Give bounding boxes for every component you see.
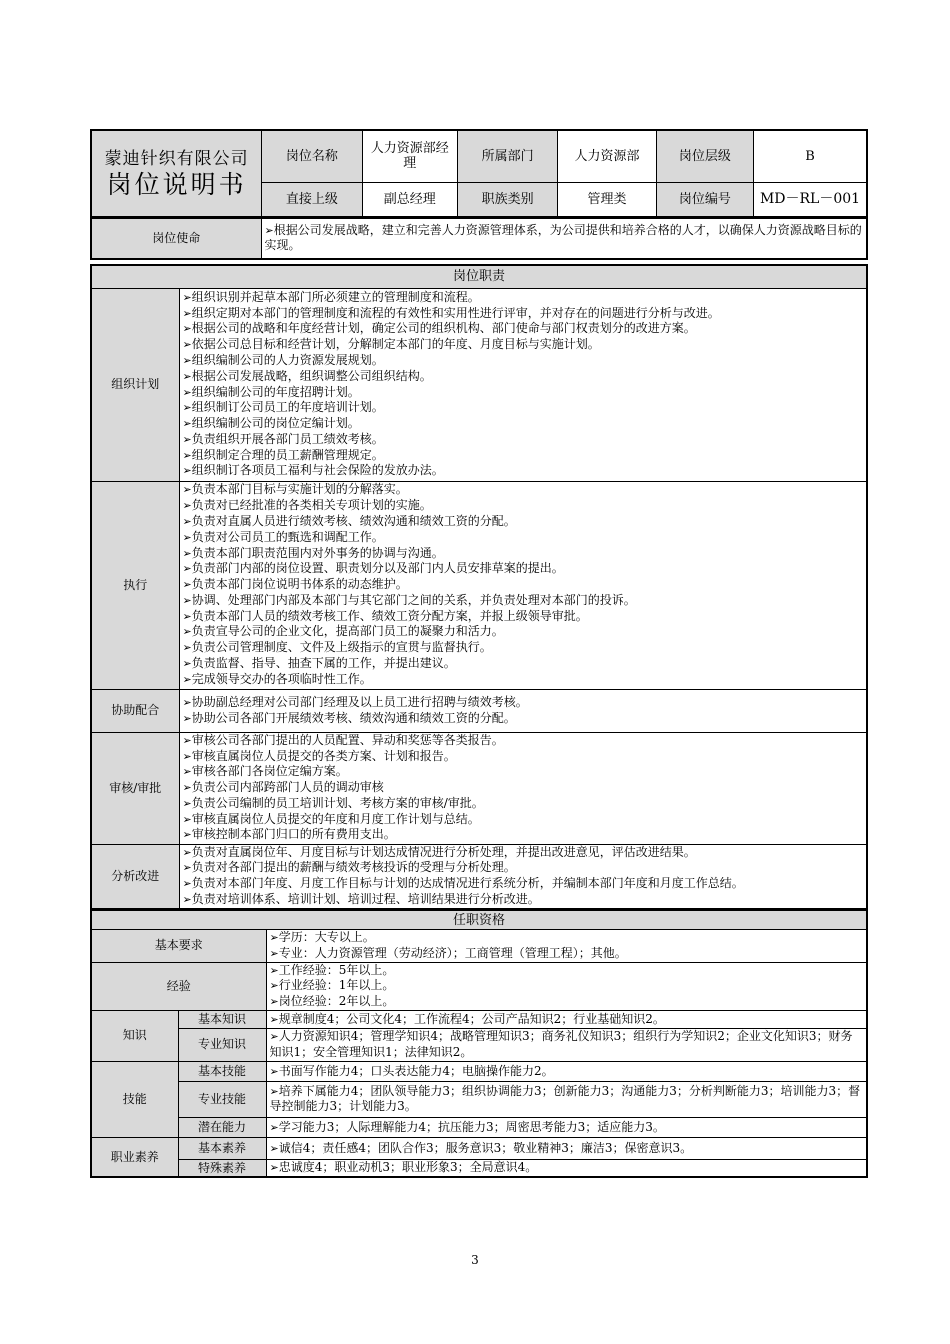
list-item <box>183 812 864 828</box>
experience-items <box>266 962 867 1010</box>
list-item-text: 负责对各部门提出的薪酬与绩效考核投诉的受理与分析处理。 <box>191 860 516 875</box>
bullet-icon: ➢ <box>182 695 192 709</box>
potential-skills-label: 潜在能力 <box>178 1117 266 1137</box>
list-item <box>183 306 864 322</box>
bullet-icon: ➢ <box>182 464 192 478</box>
list-item <box>183 860 864 876</box>
list-item-text: 组织制定合理的员工薪酬管理规定。 <box>191 447 384 462</box>
duty-group-label: 审核/审批 <box>91 732 179 844</box>
department-value: 人力资源部 <box>558 130 656 182</box>
list-item-text: 负责本部门目标与实施计划的分解落实。 <box>191 482 408 497</box>
bullet-icon: ➢ <box>182 657 192 671</box>
superior-value: 副总经理 <box>362 182 457 217</box>
list-item-text: 培养下属能力4；团队领导能力3；组织协调能力3；创新能力3；沟通能力3；分析判断能力3；培训能力3；督导控制能力3；计划能力3。 <box>269 1083 861 1114</box>
list-item-text: 负责组织开展各部门员工绩效考核。 <box>191 431 384 446</box>
job-description-document <box>90 129 868 1178</box>
qualities-label: 职业素养 <box>91 1137 178 1177</box>
list-item <box>183 448 864 464</box>
bullet-icon: ➢ <box>182 369 192 383</box>
basic-qualities-text <box>266 1137 867 1159</box>
bullet-icon: ➢ <box>182 338 192 352</box>
bullet-icon: ➢ <box>264 224 274 238</box>
page-number: 3 <box>471 1253 479 1267</box>
bullet-icon: ➢ <box>182 353 192 367</box>
list-item-text: 学历：大专以上。 <box>278 930 375 944</box>
bullet-icon: ➢ <box>182 672 192 686</box>
bullet-icon: ➢ <box>182 401 192 415</box>
knowledge-label: 知识 <box>91 1010 178 1061</box>
list-item-text: 组织编制公司的人力资源发展规划。 <box>191 352 384 367</box>
bullet-icon: ➢ <box>182 812 192 826</box>
list-item-text: 专业：人力资源管理（劳动经济）；工商管理（管理工程）；其他。 <box>278 945 627 960</box>
basic-knowledge-label: 基本知识 <box>178 1010 266 1028</box>
list-item-text: 书面写作能力4；口头表达能力4；电脑操作能力2。 <box>278 1063 554 1078</box>
list-item <box>183 369 864 385</box>
list-item-text: 负责本部门岗位说明书体系的动态维护。 <box>191 577 408 592</box>
basic-knowledge-text <box>266 1010 867 1028</box>
list-item-text: 负责公司管理制度、文件及上级指示的宣贯与监督执行。 <box>191 640 492 655</box>
bullet-icon: ➢ <box>269 1064 279 1078</box>
bullet-icon: ➢ <box>269 1012 279 1026</box>
education-items <box>266 930 867 963</box>
bullet-icon: ➢ <box>269 1120 279 1134</box>
list-item <box>270 1084 864 1116</box>
list-item-text: 负责公司编制的员工培训计划、考核方案的审核/审批。 <box>191 795 484 810</box>
list-item-text: 组织识别并起草本部门所必须建立的管理制度和流程。 <box>191 289 480 304</box>
duty-group-items <box>179 288 867 481</box>
list-item-text: 组织定期对本部门的管理制度和流程的有效性和实用性进行评审，并对存在的问题进行分析与改进。 <box>191 305 720 320</box>
basic-skills-text <box>266 1061 867 1081</box>
professional-skills-label: 专业技能 <box>178 1081 266 1117</box>
bullet-icon: ➢ <box>182 483 192 497</box>
list-item <box>183 385 864 401</box>
list-item <box>183 640 864 656</box>
list-item <box>183 845 864 861</box>
list-item <box>270 1029 864 1061</box>
bullet-icon: ➢ <box>182 432 192 446</box>
list-item <box>270 1160 864 1176</box>
bullet-icon: ➢ <box>182 845 192 859</box>
bullet-icon: ➢ <box>182 562 192 576</box>
education-label: 基本要求 <box>91 930 266 963</box>
special-qualities-label: 特殊素养 <box>178 1159 266 1177</box>
duty-group-label: 组织计划 <box>91 288 179 481</box>
list-item-text: 负责对公司员工的甄选和调配工作。 <box>191 529 384 544</box>
bullet-icon: ➢ <box>269 963 279 977</box>
duty-group-label: 执行 <box>91 481 179 689</box>
list-item-text: 组织编制公司的年度招聘计划。 <box>191 384 360 399</box>
bullet-icon: ➢ <box>269 1030 279 1044</box>
bullet-icon: ➢ <box>182 711 192 725</box>
list-item <box>270 1141 864 1157</box>
list-item <box>183 482 864 498</box>
position-name-label: 岗位名称 <box>262 130 362 182</box>
bullet-icon: ➢ <box>269 946 279 960</box>
bullet-icon: ➢ <box>182 625 192 639</box>
list-item <box>183 609 864 625</box>
code-value: MD－RL－001 <box>754 182 867 217</box>
list-item-text: 协助副总经理对公司部门经理及以上员工进行招聘与绩效考核。 <box>191 694 528 709</box>
list-item <box>183 593 864 609</box>
company-title-cell <box>91 130 262 217</box>
list-item <box>270 963 864 979</box>
duty-group-items <box>179 481 867 689</box>
bullet-icon: ➢ <box>269 1084 279 1098</box>
list-item-text: 负责对直属岗位年、月度目标与计划达成情况进行分析处理，并提出改进意见，评估改进结果。 <box>191 844 696 859</box>
bullet-icon: ➢ <box>269 1161 279 1175</box>
level-value: B <box>754 130 867 182</box>
family-label: 职族类别 <box>457 182 557 217</box>
bullet-icon: ➢ <box>182 322 192 336</box>
list-item <box>183 827 864 843</box>
basic-qualities-label: 基本素养 <box>178 1137 266 1159</box>
special-qualities-text <box>266 1159 867 1177</box>
company-name: 蒙迪针织有限公司 <box>104 148 249 169</box>
professional-knowledge-text <box>266 1028 867 1061</box>
bullet-icon: ➢ <box>182 499 192 513</box>
bullet-icon: ➢ <box>182 893 192 907</box>
list-item <box>183 796 864 812</box>
list-item-text: 根据公司的战略和年度经营计划，确定公司的组织机构、部门使命与部门权责划分的改进方案。 <box>191 321 696 336</box>
professional-knowledge-label: 专业知识 <box>178 1028 266 1061</box>
bullet-icon: ➢ <box>182 578 192 592</box>
department-label: 所属部门 <box>457 130 557 182</box>
list-item-text: 工作经验：5年以上。 <box>278 962 395 977</box>
list-item-text: 组织制订各项员工福利与社会保险的发放办法。 <box>191 463 444 478</box>
code-label: 岗位编号 <box>656 182 753 217</box>
list-item-text: 审核直属岗位人员提交的年度和月度工作计划与总结。 <box>191 811 480 826</box>
list-item-text: 协调、处理部门内部及本部门与其它部门之间的关系，并负责处理对本部门的投诉。 <box>191 592 636 607</box>
bullet-icon: ➢ <box>182 877 192 891</box>
bullet-icon: ➢ <box>269 931 279 944</box>
list-item-text: 负责对本部门年度、月度工作目标与计划的达成情况进行系统分析，并编制本部门年度和月度工作总结。 <box>191 876 744 891</box>
bullet-icon: ➢ <box>182 828 192 842</box>
list-item <box>183 546 864 562</box>
skills-label: 技能 <box>91 1061 178 1137</box>
list-item-text: 岗位经验：2年以上。 <box>278 994 395 1009</box>
bullet-icon: ➢ <box>182 385 192 399</box>
list-item-text: 审核直属岗位人员提交的各类方案、计划和报告。 <box>191 748 456 763</box>
list-item <box>183 337 864 353</box>
bullet-icon: ➢ <box>182 530 192 544</box>
list-item <box>183 321 864 337</box>
bullet-icon: ➢ <box>182 546 192 560</box>
list-item <box>183 656 864 672</box>
header-table <box>90 129 868 218</box>
basic-skills-label: 基本技能 <box>178 1061 266 1081</box>
list-item <box>183 530 864 546</box>
bullet-icon: ➢ <box>182 306 192 320</box>
list-item-text: 组织制订公司员工的年度培训计划。 <box>191 400 384 415</box>
list-item <box>183 416 864 432</box>
list-item <box>183 290 864 306</box>
list-item-text: 负责监督、指导、抽查下属的工作，并提出建议。 <box>191 656 456 671</box>
list-item <box>183 733 864 749</box>
list-item-text: 学习能力3；人际理解能力4；抗压能力3；周密思考能力3；适应能力3。 <box>278 1119 665 1134</box>
mission-label: 岗位使命 <box>91 219 261 259</box>
list-item <box>183 876 864 892</box>
mission-text-cell <box>261 219 867 259</box>
bullet-icon: ➢ <box>182 417 192 431</box>
duty-group-label: 协助配合 <box>91 689 179 732</box>
list-item-text: 负责公司内部跨部门人员的调动审核 <box>191 780 384 795</box>
duties-title: 岗位职责 <box>91 265 867 289</box>
duty-group-label: 分析改进 <box>91 844 179 909</box>
list-item <box>183 577 864 593</box>
professional-skills-text <box>266 1081 867 1117</box>
bullet-icon: ➢ <box>182 861 192 875</box>
duty-group-items <box>179 689 867 732</box>
list-item <box>270 978 864 994</box>
qualifications-table <box>90 910 868 1178</box>
list-item-text: 负责部门内部的岗位设置、职责划分以及部门内人员安排草案的提出。 <box>191 561 564 576</box>
bullet-icon: ➢ <box>182 593 192 607</box>
list-item <box>270 1120 864 1136</box>
bullet-icon: ➢ <box>182 781 192 795</box>
list-item-text: 审核各部门各岗位定编方案。 <box>191 764 348 779</box>
list-item <box>183 353 864 369</box>
list-item-text: 人力资源知识4；管理学知识4；战略管理知识3；商务礼仪知识3；组织行为学知识2；企业文化知识3；财务知识1；安全管理知识1；法律知识2。 <box>269 1029 853 1059</box>
potential-skills-text <box>266 1117 867 1137</box>
bullet-icon: ➢ <box>182 733 192 747</box>
list-item <box>183 561 864 577</box>
list-item <box>270 1012 864 1028</box>
bullet-icon: ➢ <box>182 796 192 810</box>
mission-text: 根据公司发展战略，建立和完善人力资源管理体系，为公司提供和培养合格的人才，以确保人力资源战略目标的实现。 <box>264 223 862 253</box>
list-item-text: 负责对培训体系、培训计划、培训过程、培训结果进行分析改进。 <box>191 892 540 907</box>
list-item <box>183 432 864 448</box>
duty-group-items <box>179 732 867 844</box>
list-item <box>183 764 864 780</box>
list-item <box>270 1064 864 1080</box>
bullet-icon: ➢ <box>182 290 192 304</box>
position-name-value: 人力资源部经理 <box>362 130 457 182</box>
list-item-text: 负责对直属人员进行绩效考核、绩效沟通和绩效工资的分配。 <box>191 513 516 528</box>
bullet-icon: ➢ <box>269 979 279 993</box>
superior-label: 直接上级 <box>262 182 362 217</box>
list-item-text: 协助公司各部门开展绩效考核、绩效沟通和绩效工资的分配。 <box>191 710 516 725</box>
list-item <box>270 930 864 946</box>
list-item <box>183 711 864 727</box>
bullet-icon: ➢ <box>269 995 279 1009</box>
list-item-text: 负责宣导公司的企业文化，提高部门员工的凝聚力和活力。 <box>191 624 504 639</box>
document-title: 岗位说明书 <box>106 169 247 199</box>
list-item-text: 审核公司各部门提出的人员配置、异动和奖惩等各类报告。 <box>191 732 504 747</box>
bullet-icon: ➢ <box>182 448 192 462</box>
bullet-icon: ➢ <box>182 514 192 528</box>
list-item <box>183 780 864 796</box>
list-item-text: 忠诚度4；职业动机3；职业形象3；全局意识4。 <box>278 1160 538 1175</box>
duty-group-items <box>179 844 867 909</box>
bullet-icon: ➢ <box>182 609 192 623</box>
list-item-text: 负责对已经批准的各类相关专项计划的实施。 <box>191 498 432 513</box>
list-item <box>183 624 864 640</box>
list-item-text: 审核控制本部门归口的所有费用支出。 <box>191 827 396 842</box>
list-item-text: 完成领导交办的各项临时性工作。 <box>191 671 372 686</box>
list-item <box>183 672 864 688</box>
list-item <box>183 400 864 416</box>
list-item-text: 规章制度4；公司文化4；工作流程4；公司产品知识2；行业基础知识2。 <box>278 1011 665 1026</box>
list-item <box>183 463 864 479</box>
list-item <box>183 498 864 514</box>
list-item-text: 依据公司总目标和经营计划，分解制定本部门的年度、月度目标与实施计划。 <box>191 337 600 352</box>
level-label: 岗位层级 <box>656 130 753 182</box>
list-item <box>183 695 864 711</box>
bullet-icon: ➢ <box>182 765 192 779</box>
list-item-text: 根据公司发展战略，组织调整公司组织结构。 <box>191 368 432 383</box>
list-item-text: 行业经验：1年以上。 <box>278 978 395 993</box>
list-item <box>270 946 864 962</box>
bullet-icon: ➢ <box>269 1141 279 1155</box>
list-item-text: 负责本部门人员的绩效考核工作、绩效工资分配方案，并报上级领导审批。 <box>191 608 588 623</box>
experience-label: 经验 <box>91 962 266 1010</box>
list-item-text: 组织编制公司的岗位定编计划。 <box>191 416 360 431</box>
bullet-icon: ➢ <box>182 641 192 655</box>
family-value: 管理类 <box>558 182 656 217</box>
list-item <box>183 749 864 765</box>
list-item-text: 负责本部门职责范围内对外事务的协调与沟通。 <box>191 545 444 560</box>
duties-table <box>90 264 868 911</box>
list-item <box>183 514 864 530</box>
list-item <box>183 892 864 908</box>
bullet-icon: ➢ <box>182 749 192 763</box>
list-item <box>270 994 864 1010</box>
list-item-text: 诚信4；责任感4；团队合作3；服务意识3；敬业精神3；廉洁3；保密意识3。 <box>278 1140 693 1155</box>
mission-table <box>90 218 868 260</box>
qualifications-title: 任职资格 <box>91 911 867 930</box>
